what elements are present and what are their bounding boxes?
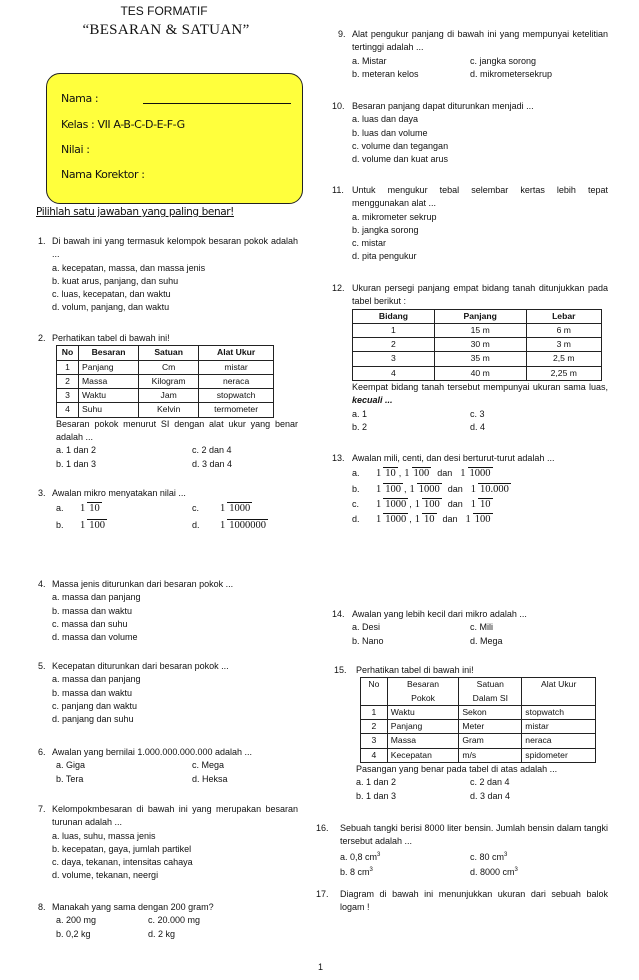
denominator: 100 — [385, 483, 401, 495]
question-number: 10. — [332, 101, 345, 111]
option-c: c. luas, kecepatan, dan waktu — [52, 289, 171, 300]
question-6 — [38, 746, 298, 786]
question-8 — [38, 901, 298, 941]
table-row — [361, 748, 596, 762]
test-subtitle: “BESARAN & SATUAN” — [82, 22, 250, 38]
table-cell: 3 — [57, 389, 79, 403]
question-number: 9. — [338, 29, 346, 39]
numerator: 1 — [470, 499, 477, 511]
table-header: Satuan — [139, 346, 199, 360]
option-b: b. kecepatan, gaya, jumlah partikel — [52, 843, 192, 854]
question-number: 4. — [38, 579, 46, 589]
question-12 — [332, 282, 608, 434]
table-row — [361, 705, 596, 719]
option-d: d. 8000 cm — [470, 866, 515, 877]
korektor-label: Nama Korektor : — [61, 168, 145, 181]
table-cell: 35 m — [434, 352, 526, 366]
option-a: a. 1 dan 2 — [56, 445, 97, 456]
table-header: Satuan — [459, 678, 522, 692]
question-number: 5. — [38, 661, 46, 671]
table-cell: Waktu — [387, 705, 459, 719]
option-a: a. Desi — [352, 622, 381, 633]
table-cell: 4 — [57, 403, 79, 417]
option-d: d. — [192, 519, 200, 530]
question-stem: Manakah yang sama dengan 200 gram? — [52, 902, 214, 912]
option-b — [352, 483, 608, 496]
table-row — [361, 734, 596, 748]
table-cell: m/s — [459, 748, 522, 762]
option-c: c. 80 cm — [470, 851, 505, 862]
question-stem: Untuk mengukur tebal selembar kertas lebih tepat menggunakan alat ... — [352, 185, 608, 209]
option-b: b. meteran kelos — [352, 68, 419, 79]
kelas-label: Kelas : VII A-B-C-D-E-F-G — [61, 118, 185, 131]
option-a: a. 0,8 cm — [340, 851, 378, 862]
table-cell: 2 — [353, 338, 435, 352]
option-c: c. 2 dan 4 — [470, 777, 510, 788]
table-cell: mistar — [522, 720, 596, 734]
option-letter: d. — [352, 514, 360, 525]
numerator: 1 — [460, 468, 466, 480]
fraction — [218, 519, 268, 532]
option-c: c. — [192, 503, 200, 514]
table-cell: 2 — [57, 374, 79, 388]
denominator: 100 — [474, 514, 491, 526]
table-cell: Sekon — [459, 705, 522, 719]
numerator: 1 — [220, 519, 226, 531]
option-c: c. daya, tekanan, intensitas cahaya — [52, 857, 193, 868]
table-cell: 3 — [361, 734, 388, 748]
question-stem: Kelompokmbesaran di bawah ini yang merupakan besaran turunan adalah ... — [52, 804, 298, 828]
question-number: 7. — [38, 804, 46, 814]
option-d: d. panjang dan suhu — [52, 714, 134, 725]
option-a: a. Mistar — [352, 55, 387, 66]
table-cell: neraca — [199, 374, 274, 388]
table-cell: Meter — [459, 720, 522, 734]
table-row — [57, 403, 274, 417]
option-b: b. Nano — [352, 635, 384, 646]
table-cell: spidometer — [522, 748, 596, 762]
table-cell: termometer — [199, 403, 274, 417]
fraction — [408, 483, 442, 496]
question-number: 13. — [332, 453, 345, 463]
table-cell: 30 m — [434, 338, 526, 352]
option-c: c. Mili — [470, 622, 493, 633]
option-b: b. kuat arus, panjang, dan suhu — [52, 275, 179, 286]
question-stem: Perhatikan tabel di bawah ini! — [52, 333, 170, 343]
table-cell: Cm — [139, 360, 199, 374]
instruction: Pilihlah satu jawaban yang paling benar! — [36, 206, 234, 218]
separator: dan — [437, 468, 453, 479]
option-a: a. massa dan panjang — [52, 592, 141, 603]
denominator: 10.000 — [480, 483, 509, 495]
question-number: 12. — [332, 283, 345, 293]
fraction — [464, 513, 493, 526]
table-cell: Kilogram — [139, 374, 199, 388]
option-a: a. 1 dan 2 — [356, 777, 397, 788]
question-17 — [316, 888, 608, 915]
table-cell: 4 — [353, 366, 435, 380]
question-stem: Besaran panjang dapat diturunkan menjadi ... — [352, 101, 534, 111]
numerator: 1 — [80, 503, 86, 515]
fraction — [413, 498, 442, 511]
option-b: b. massa dan waktu — [52, 687, 133, 698]
table-row — [353, 366, 602, 380]
denominator: 10 — [89, 503, 100, 515]
question-3 — [38, 487, 298, 532]
table-cell: Jam — [139, 389, 199, 403]
option-d: d. volume, tekanan, neergi — [52, 870, 159, 881]
denominator: 10 — [480, 499, 491, 511]
separator: , — [409, 498, 412, 509]
separator: , — [404, 483, 407, 494]
option-a: a. — [56, 503, 64, 514]
table-header: No — [57, 346, 79, 360]
option-a: a. kecepatan, massa, dan massa jenis — [52, 262, 206, 273]
table-header: Besaran — [79, 346, 139, 360]
question-stem: Perhatikan tabel di bawah ini! — [356, 665, 474, 675]
numerator: 1 — [409, 483, 415, 495]
table-cell: 1 — [353, 323, 435, 337]
emphasis: kecuali ... — [352, 395, 393, 406]
fraction — [374, 467, 398, 480]
denominator: 100 — [89, 519, 105, 531]
option-b: b. massa dan waktu — [52, 605, 133, 616]
option-c: c. volume dan tegangan — [352, 140, 449, 151]
option-d: d. 3 dan 4 — [470, 790, 511, 801]
table-cell: 6 m — [526, 323, 601, 337]
table-cell: Kecepatan — [387, 748, 459, 762]
table-row — [353, 338, 602, 352]
option-letter: b. — [352, 483, 360, 494]
table-cell: 2 — [361, 720, 388, 734]
question-15 — [334, 664, 608, 803]
table-header: Alat Ukur — [522, 678, 596, 692]
denominator: 100 — [413, 468, 430, 480]
table-cell: neraca — [522, 734, 596, 748]
question-number: 3. — [38, 488, 46, 498]
numerator: 1 — [470, 483, 477, 495]
question-number: 2. — [38, 333, 46, 343]
table-cell: stopwatch — [199, 389, 274, 403]
nama-underline — [143, 103, 291, 104]
denominator: 1000 — [229, 503, 251, 515]
nilai-label: Nilai : — [61, 143, 90, 156]
numerator: 1 — [376, 514, 382, 526]
table-cell: 2,5 m — [526, 352, 601, 366]
question-number: 16. — [316, 823, 329, 833]
option-a: a. luas, suhu, massa jenis — [52, 830, 156, 841]
option-b: b. 2 — [352, 421, 368, 432]
question-14 — [332, 608, 608, 648]
fraction — [469, 498, 493, 511]
fraction — [402, 467, 431, 480]
question-stem: Awalan mikro menyatakan nilai ... — [52, 488, 186, 498]
option-c: c. 20.000 mg — [148, 915, 201, 926]
option-d: d. massa dan volume — [52, 632, 138, 643]
table-header: Besaran — [387, 678, 459, 692]
table-header: Bidang — [353, 309, 435, 323]
separator: dan — [447, 483, 463, 494]
denominator: 1000 — [469, 468, 491, 480]
option-b: b. 0,2 kg — [56, 928, 91, 939]
question-stem: Sebuah tangki berisi 8000 liter bensin. Jumlah bensin dalam tangki tersebut adalah ... — [340, 823, 608, 847]
option-c: c. massa dan suhu — [52, 618, 128, 629]
table-cell: 1 — [361, 705, 388, 719]
table-cell: Gram — [459, 734, 522, 748]
option-d: d. 3 dan 4 — [192, 458, 233, 469]
question-number: 1. — [38, 236, 46, 246]
option-c: c. Mega — [192, 760, 225, 771]
table-cell: 2,25 m — [526, 366, 601, 380]
question-11 — [332, 184, 608, 264]
option-a — [352, 467, 608, 480]
option-b: b. 1 dan 3 — [56, 458, 97, 469]
question-9 — [338, 28, 608, 81]
table-header: Panjang — [434, 309, 526, 323]
question-number: 11. — [332, 185, 344, 195]
question-stem: Di bawah ini yang termasuk kelompok besaran pokok adalah ... — [52, 236, 298, 260]
option-d: d. pita pengukur — [352, 251, 417, 262]
fraction — [78, 519, 107, 532]
table-cell: stopwatch — [522, 705, 596, 719]
fraction — [374, 483, 403, 496]
question-number: 17. — [316, 889, 329, 899]
numerator: 1 — [465, 514, 471, 526]
option-c: c. mistar — [352, 238, 387, 249]
option-d: d. volume dan kuat arus — [352, 154, 449, 165]
fraction — [78, 502, 102, 515]
table-cell: Massa — [387, 734, 459, 748]
test-title: TES FORMATIF — [120, 4, 208, 18]
identity-box — [46, 73, 303, 204]
table-cell: Panjang — [387, 720, 459, 734]
option-b: b. Tera — [56, 773, 84, 784]
option-a: a. mikrometer sekrup — [352, 211, 437, 222]
option-a: a. 200 mg — [56, 915, 97, 926]
table-cell: mistar — [199, 360, 274, 374]
question-followup: Keempat bidang tanah tersebut mempunyai ukuran sama luas, — [352, 382, 608, 393]
option-b: b. — [56, 519, 64, 530]
numerator: 1 — [220, 503, 226, 515]
question-followup: Besaran pokok menurut SI dengan alat ukur yang benar adalah ... — [56, 418, 298, 443]
question-followup: Pasangan yang benar pada tabel di atas adalah ... — [356, 764, 558, 775]
option-d: d. Heksa — [192, 773, 228, 784]
numerator: 1 — [414, 514, 421, 526]
option-c: c. 3 — [470, 408, 485, 419]
question-1 — [38, 235, 298, 315]
option-b: b. jangka sorong — [352, 224, 419, 235]
fraction — [458, 467, 492, 480]
table-header: Alat Ukur — [199, 346, 274, 360]
option-c: c. jangka sorong — [470, 55, 537, 66]
table-cell: 3 m — [526, 338, 601, 352]
fraction — [413, 513, 437, 526]
table-cell: 4 — [361, 748, 388, 762]
question-stem: Massa jenis diturunkan dari besaran pokok ... — [52, 579, 234, 589]
superscript: 3 — [504, 851, 508, 858]
table-row — [353, 352, 602, 366]
table-header: No — [361, 678, 388, 692]
question-2 — [38, 332, 298, 471]
option-d: d. mikrometersekrup — [470, 68, 553, 79]
question-stem: Kecepatan diturunkan dari besaran pokok ... — [52, 661, 229, 671]
option-a: a. massa dan panjang — [52, 674, 141, 685]
denominator: 100 — [424, 499, 440, 511]
table-row — [353, 323, 602, 337]
numerator: 1 — [376, 499, 382, 511]
option-a: a. 1 — [352, 408, 368, 419]
fraction — [374, 498, 408, 511]
numerator: 1 — [414, 499, 421, 511]
table-cell: Massa — [79, 374, 139, 388]
table-cell: Panjang — [79, 360, 139, 374]
option-letter: a. — [352, 468, 360, 479]
option-c: c. panjang dan waktu — [52, 700, 138, 711]
table-header: Pokok — [387, 692, 459, 706]
question-10 — [332, 100, 608, 166]
question-number: 14. — [332, 609, 345, 619]
separator: , — [398, 468, 402, 479]
question-7 — [38, 803, 298, 883]
denominator: 10 — [385, 468, 396, 480]
table-row — [57, 374, 274, 388]
denominator: 10 — [424, 514, 435, 526]
denominator: 1000 — [418, 483, 440, 495]
denominator: 1000 — [385, 499, 407, 511]
denominator: 1000000 — [229, 519, 266, 531]
page-number: 1 — [318, 962, 324, 972]
table-cell: Kelvin — [139, 403, 199, 417]
option-d: d. 2 kg — [148, 928, 176, 939]
numerator: 1 — [80, 519, 86, 531]
question-stem: Awalan mili, centi, dan desi berturut-turut adalah ... — [352, 453, 555, 463]
fraction — [218, 502, 252, 515]
table-cell: 15 m — [434, 323, 526, 337]
table-cell: Suhu — [79, 403, 139, 417]
question-4 — [38, 578, 298, 644]
superscript: 3 — [377, 851, 381, 858]
question-number: 15. — [334, 665, 347, 675]
option-c: c. 2 dan 4 — [192, 445, 232, 456]
numerator: 1 — [404, 468, 410, 480]
option-letter: c. — [352, 498, 360, 509]
table-cell: Waktu — [79, 389, 139, 403]
option-d: d. 4 — [470, 421, 486, 432]
nama-label: Nama : — [61, 92, 99, 105]
question-stem: Awalan yang lebih kecil dari mikro adalah ... — [352, 609, 527, 619]
option-c — [352, 498, 608, 511]
option-b: b. luas dan volume — [352, 127, 428, 138]
question-5 — [38, 660, 298, 726]
fraction — [469, 483, 511, 496]
data-table — [352, 309, 602, 381]
question-stem: Alat pengukur panjang di bawah ini yang mempunyai ketelitian tertinggi adalah ... — [352, 29, 608, 53]
fraction — [374, 513, 408, 526]
separator: dan — [442, 514, 458, 525]
option-b: b. 8 cm — [340, 866, 370, 877]
question-stem: Awalan yang bernilai 1.000.000.000.000 adalah ... — [52, 747, 252, 757]
table-header: Lebar — [526, 309, 601, 323]
numerator: 1 — [376, 483, 382, 495]
option-b: b. 1 dan 3 — [356, 790, 397, 801]
option-a: a. luas dan daya — [352, 114, 419, 125]
option-d — [352, 513, 608, 526]
option-a: a. Giga — [56, 760, 86, 771]
table-row — [57, 360, 274, 374]
separator: dan — [447, 498, 463, 509]
data-table — [360, 677, 596, 763]
separator: , — [409, 514, 412, 525]
question-number: 8. — [38, 902, 46, 912]
table-cell: 3 — [353, 352, 435, 366]
question-16 — [316, 822, 608, 879]
question-number: 6. — [38, 747, 46, 757]
numerator: 1 — [376, 468, 382, 480]
table-cell: 40 m — [434, 366, 526, 380]
table-cell: 1 — [57, 360, 79, 374]
option-d: d. Mega — [470, 635, 503, 646]
superscript: 3 — [514, 866, 518, 873]
superscript: 3 — [369, 866, 373, 873]
table-header: Dalam SI — [459, 692, 522, 706]
table-row — [57, 389, 274, 403]
question-stem: Diagram di bawah ini menunjukkan ukuran dari sebuah balok logam ! — [340, 889, 608, 913]
data-table — [56, 345, 274, 417]
question-stem: Ukuran persegi panjang empat bidang tanah ditunjukkan pada tabel berikut : — [352, 283, 608, 307]
denominator: 1000 — [385, 514, 407, 526]
table-row — [361, 720, 596, 734]
option-d: d. volum, panjang, dan waktu — [52, 302, 170, 313]
question-13 — [332, 452, 608, 526]
